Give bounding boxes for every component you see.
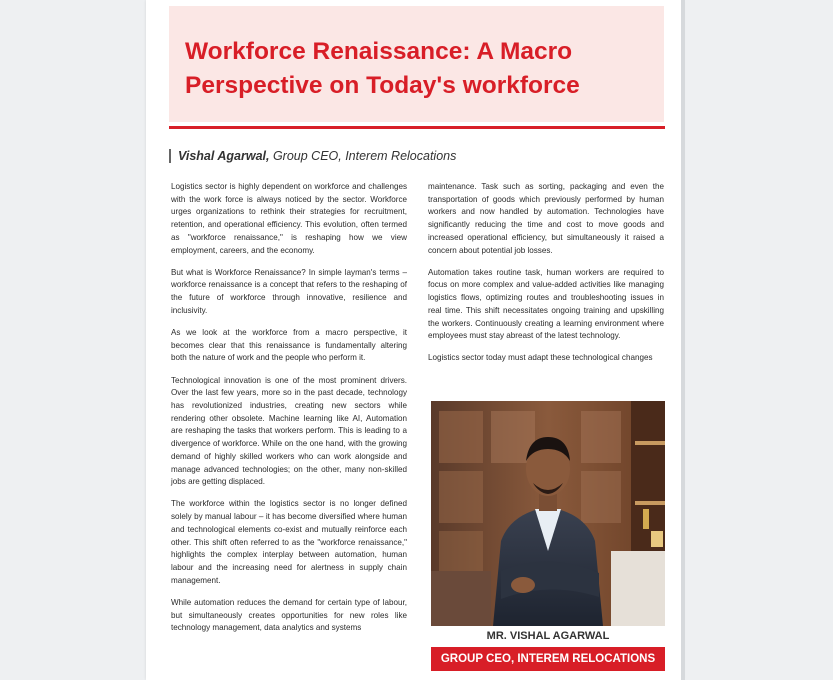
title-divider — [169, 126, 665, 129]
byline — [169, 149, 638, 163]
author-name: Vishal Agarwal, — [178, 149, 270, 163]
right-column — [428, 181, 664, 375]
paragraph: But what is Workforce Renaissance? In simple layman's terms – workforce renaissance is a concept that refers to the reshaping of the future of workforce through innovative, resilience and inclusivity. — [171, 267, 407, 315]
paragraph: While automation reduces the demand for certain type of labour, but simultaneously creates opportunities for new roles like technology management, data analytics and systems — [171, 597, 407, 633]
paragraph: Automation takes routine task, human workers are required to focus on more complex and value-added activities like managing logistics flows, optimizing routes and troubleshooting issues in real time. This shift necessitates ongoing training and upskilling the workers. Continuously creating a learning environment where employees must stay abreast of the latest technology. — [428, 267, 664, 341]
article-title: Workforce Renaissance: A Macro Perspective on Today's workforce — [185, 38, 580, 99]
paragraph: As we look at the workforce from a macro perspective, it becomes clear that this renaissance is fundamentally altering both the nature of work and the people who perform it. — [171, 328, 407, 363]
paragraph: Technological innovation is one of the most prominent drivers. Over the last few years, more so in the past decade, technology has revolutionized industries, creating new sectors while rendering other obsolete. Machine learning like AI, Automation are reshaping the tasks that workers perform. This is leading to a divergence of workforce. While on the one hand, with the growing demand of highly skilled workers who can work alongside and manage advanced technologies; on the other, many non-skilled jobs are getting displaced. — [171, 375, 407, 487]
magazine-page — [146, 0, 683, 680]
paragraph: Logistics sector today must adapt these technological changes — [428, 353, 653, 363]
author-role: Group CEO, Interem Relocations — [272, 149, 457, 163]
left-column — [171, 181, 407, 645]
page-edge — [681, 0, 685, 680]
paragraph: maintenance. Task such as sorting, packaging and even the transportation of goods which previously performed by human workers and now handled by automation. Technologies have significantly reducing the time and cost to move goods and increased operational efficiency, but simultaneously it raised a concern about potential job losses. — [428, 182, 664, 255]
photo-caption-name: MR. VISHAL AGARWAL — [486, 630, 610, 642]
title-banner — [169, 6, 664, 122]
photo-caption-role: GROUP CEO, INTEREM RELOCATIONS — [431, 647, 665, 671]
paragraph: Logistics sector is highly dependent on workforce and challenges with the work force is always noticed by the sector. Workforce urges organizations to rethink their strategies for recruitment, retention, and operational efficiency. This evolution, often termed as "workforce renaissance," is reshaping how we view employment, careers, and the economy. — [171, 182, 407, 255]
portrait-photo — [431, 401, 665, 626]
paragraph: The workforce within the logistics sector is no longer defined solely by manual labour – it has become diversified where human and technological elements co-exist and mutually reinforce each other. This shift often referred to as the "workforce renaissance," highlights the complex interplay between automation, human labour and the increasing need for alertness in supply chain management. — [171, 499, 407, 585]
